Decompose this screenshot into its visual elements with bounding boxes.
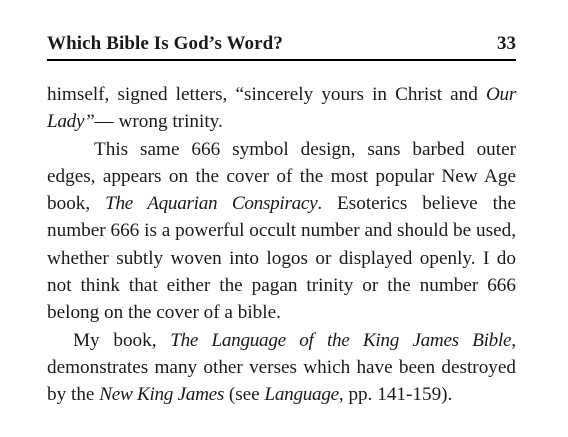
running-title: Which Bible Is God’s Word? [47, 33, 283, 54]
text-run: . Esoterics believe the number 666 is a powerful occult number and should be used, whether subtly woven into logos or displayed openly. I do not think that either the pagan trinity or the number 666 belong on the cover of a bible. [47, 193, 517, 324]
paragraph-continuation [47, 81, 516, 136]
running-head [47, 0, 516, 60]
text-run: — wrong trinity. [94, 111, 223, 133]
text-run: (see [224, 384, 265, 406]
text-run-italic: The Aquarian Conspiracy [105, 193, 318, 215]
page-number: 33 [497, 33, 516, 54]
text-run-italic: Language [264, 384, 339, 406]
paragraph-my-book [47, 327, 516, 409]
book-page [47, 0, 517, 406]
text-run: This same 666 symbol design, sans barbed outer edges, appears on the cover of the most popular New Age book, [47, 138, 516, 215]
text-run: himself, signed letters, “sincerely yours in Christ and [47, 84, 486, 105]
text-run-italic: Our Lady” [47, 84, 516, 133]
text-run: , demonstrates many other verses which have been destroyed by the [47, 329, 517, 406]
header-rule [47, 59, 516, 61]
text-run: My book, [73, 329, 171, 351]
text-run-italic: New King James [99, 384, 225, 406]
text-run: , pp. 141-159). [338, 384, 453, 406]
paragraph-666-symbol [47, 136, 516, 327]
text-run-italic: The Language of the King James Bible [170, 329, 512, 351]
body-text [47, 81, 516, 409]
